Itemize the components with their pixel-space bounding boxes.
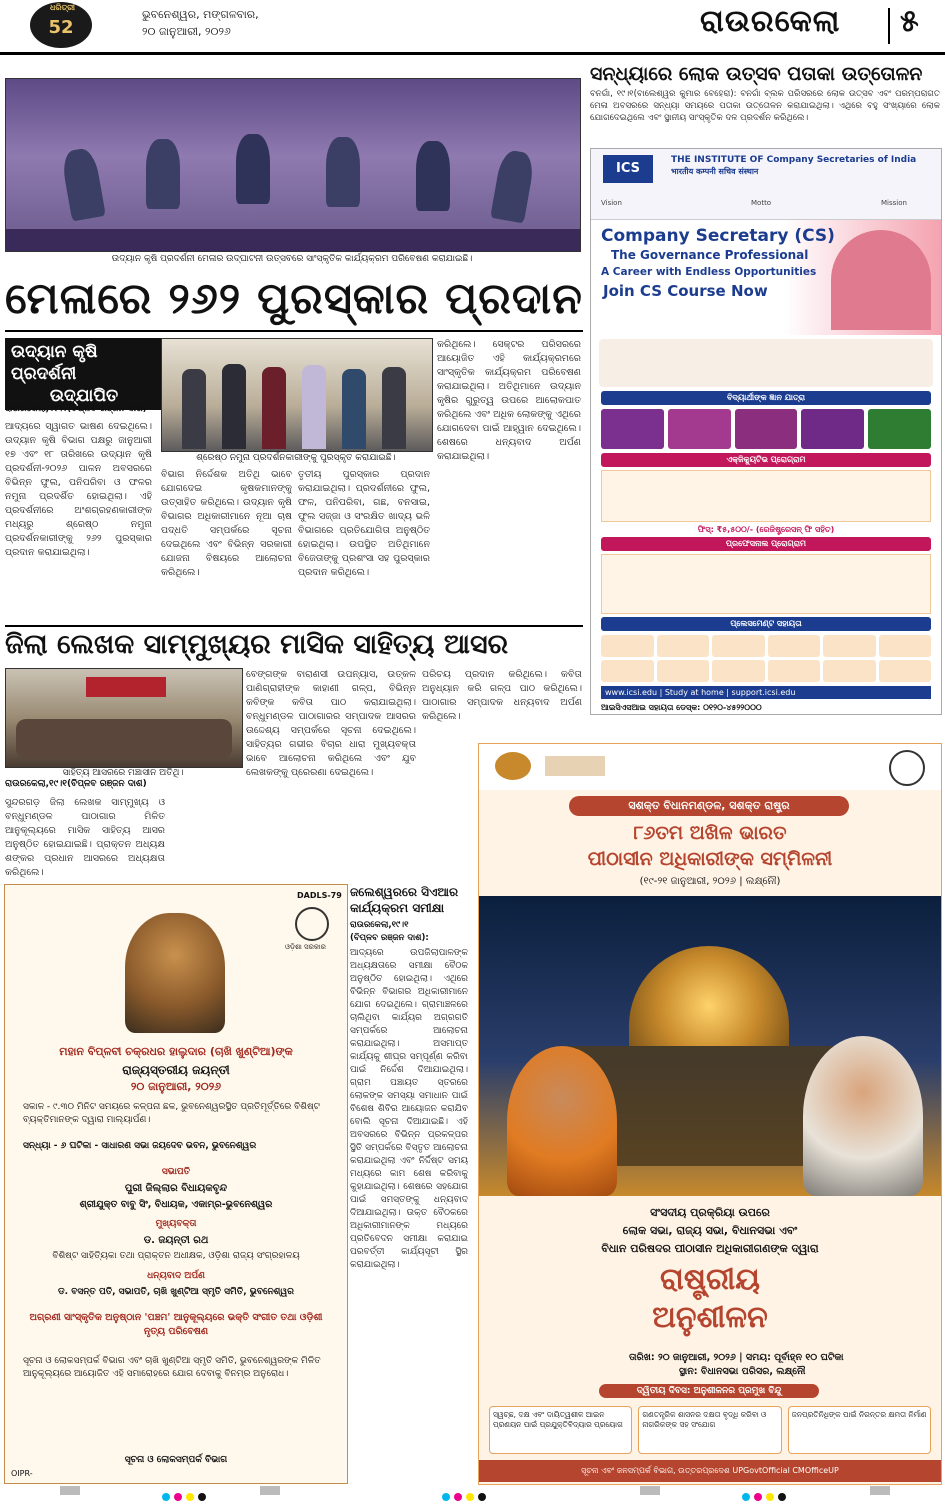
guest-name: ଶ୍ରୀଯୁକ୍ତ ବାବୁ ସିଂ, ବିଧାୟକ, ଏକାମ୍ର-ଭୁବନେଶ୍ୱର xyxy=(79,1199,273,1210)
person-figure xyxy=(222,364,246,449)
jayanti-dept: ସୂଚନା ଓ ଲୋକସମ୍ପର୍କ ବିଭାଗ xyxy=(124,1455,228,1465)
ics-institute-name: THE INSTITUTE OF Company Secretaries of India xyxy=(671,155,917,165)
benefit-icon xyxy=(601,660,654,682)
thanks-heading: ଧନ୍ୟବାଦ ଅର୍ପଣ xyxy=(147,1271,205,1281)
person-figure xyxy=(302,365,326,449)
literature-photo-caption: ସାହିତ୍ୟ ଆସରରେ ମଞ୍ଚାସୀନ ଅତିଥି। xyxy=(62,768,184,778)
cyan-dot xyxy=(162,1493,170,1501)
ics-motto-label: Motto xyxy=(751,199,772,207)
black-dot xyxy=(478,1493,486,1501)
kicker-line-2: ଉଦ୍‌ଯାପିତ xyxy=(49,386,119,406)
yellow-dot xyxy=(186,1493,194,1501)
stage-tile xyxy=(801,409,864,449)
dance-photo-caption: ଉଦ୍ୟାନ କୃଷି ପ୍ରଦର୍ଶନୀ ମେଳାର ଉଦ୍‌ଘାଟନୀ ଉତ୍ସବରେ ସାଂସ୍କୃତିକ କାର୍ଯ୍ୟକ୍ରମ ପରିବେଷଣ କରାଯାଇଛି। xyxy=(111,254,473,264)
mela-column-3: ତୃତୀୟ ପୁରସ୍କାର ପ୍ରଦାନ କରାଯାଇଥିଲା। ପ୍ରଦର୍ଶନୀରେ ଫୁଲ, ଫଳ, ପନିପରିବା, ଗଛ, ବନସାଇ, ଫୁଲ ସଜ୍ଜା ଓ ସଂରକ୍ଷିତ ଖାଦ୍ୟ ଭଳି ବିଭାଗରେ ପ୍ରତିଯୋଗିତା ଅନୁଷ୍ଠିତ ହୋଇଥିଲା। ଉପସ୍ଥିତ ଅତିଥିମାନେ ବିଜେତାଙ୍କୁ ପ୍ରଶଂସା ସହ ପୁରସ୍କାର ପ୍ରଦାନ କରିଥିଲେ। xyxy=(298,469,430,578)
ics-helpline: ଆଇସିଏସଆଇ ସହାୟତା ଡେସ୍କ: ୦୧୨୦-୪୫୨୨୦୦୦ xyxy=(601,703,762,712)
magenta-dot xyxy=(454,1493,462,1501)
stage-tile xyxy=(735,409,798,449)
benefit-icon xyxy=(601,635,654,657)
up-points-title: ଦ୍ୱିତୀୟ ଦିବସ: ଅନୁଶୀଳନର ପ୍ରମୁଖ ବିନ୍ଦୁ xyxy=(599,1384,819,1398)
ics-vision-label: Vision xyxy=(601,199,622,207)
up-sub-2: ଲୋକ ସଭା, ରାଜ୍ୟ ସଭା, ବିଧାନସଭା ଏବଂ xyxy=(622,1224,798,1237)
black-dot xyxy=(198,1493,206,1501)
mela-column-4: କରିଥିଲେ। ସେକ୍ଟର ପରିସରରେ ଆୟୋଜିତ ଏହି କାର୍ଯ୍ୟକ୍ରମରେ ସାଂସ୍କୃତିକ କାର୍ଯ୍ୟକ୍ରମ ପରିବେଷଣ କରାଯାଇଥିଲା। ଅତିଥିମାନେ ଉଦ୍ୟାନ କୃଷିର ଗୁରୁତ୍ୱ ଉପରେ ଆଲୋକପାତ କରିଥିଲେ ଏବଂ ଅଧିକ ଲୋକଙ୍କୁ ଏଥିରେ ଯୋଗଦେବା ପାଇଁ ଆହ୍ୱାନ ଦେଇଥିଲେ। ଶେଷରେ ଧନ୍ୟବାଦ ଅର୍ପଣ କରାଯାଇଥିଲା। xyxy=(437,339,581,462)
mela-column-1: ଆଦ୍ୟରେ ସ୍ୱାଗତ ଭାଷଣ ଦେଇଥିଲେ। ଉଦ୍ୟାନ କୃଷି ବିଭାଗ ପକ୍ଷରୁ ଜାନୁଆରୀ ୧୭ ଏବଂ ୧୮ ତାରିଖରେ ଉଦ୍ୟାନ କୃଷି ପ୍ରଦର୍ଶନୀ-୨୦୨୬ ପାଳନ ଅବସରରେ ବିଭିନ୍ନ ଫୁଲ, ପନିପରିବା ଓ ଫଳର ନମୁନା ପ୍ରଦର୍ଶିତ ହୋଇଥିଲା। ଏହି ପ୍ରଦର୍ଶନୀରେ ଅଂଶଗ୍ରହଣକାରୀଙ୍କ ମଧ୍ୟରୁ ଶ୍ରେଷ୍ଠ ନମୁନା ପ୍ରଦର୍ଶନକାରୀଙ୍କୁ ୨୬୨ ପୁରସ୍କାର ପ୍ରଦାନ କରାଯାଇଥିଲା। xyxy=(5,421,152,558)
black-dot xyxy=(778,1493,786,1501)
ics-executive-details xyxy=(601,470,931,522)
jaladhar-dateline: ରାଉରକେଲା,୧୯।୧ xyxy=(350,920,409,930)
rule xyxy=(5,330,583,332)
up-venue: ସ୍ଥାନ: ବିଧାନସଭା ପରିସର, ଲକ୍ଷ୍ନୌ xyxy=(679,1366,806,1377)
chakhi-khuntia-portrait xyxy=(125,913,225,1033)
sandhya-body: ବନଗାଁ, ୧୯।୧(ବାଲେଶ୍ୱର କୁମାର ବେହେରା): ବନଗାଁ ବ୍ଲକ ପରିସରରେ ଲୋକ ଉତ୍ସବ ଏବଂ ପରମ୍ପରାଗତ ମେଳା ଅବସରରେ ସନ୍ଧ୍ୟା ସମୟରେ ପତାକା ଉତ୍ତୋଳନ କରାଯାଇଥିଲା। ଏଥିରେ ବହୁ ସଂଖ୍ୟାରେ ଲୋକ ଯୋଗଦେଇଥିଲେ ଏବଂ ସ୍ଥାନୀୟ ସାଂସ୍କୃତିକ ଦଳ ପ୍ରଦର୍ଶନ କରିଥିଲେ। xyxy=(590,89,940,123)
up-big-1: ରାଷ୍ଟ୍ରୀୟ xyxy=(659,1262,761,1297)
award-photo xyxy=(161,338,433,452)
yogi-portrait xyxy=(507,1046,617,1196)
dancer-figure xyxy=(490,149,536,224)
yellow-dot xyxy=(466,1493,474,1501)
lekhaka-column-2: ବେଙ୍ଗଙ୍କ ବାରାଣସୀ ଉପନ୍ୟାସ, ଉତ୍କଳ ପାଣିଗ୍ରାହୀଙ୍କ କାହାଣୀ ଗଳ୍ପ, ବିଭିନ୍ନ କବିଙ୍କ କବିତା ପାଠ କରାଯାଇଥିଲା। ବନ୍ଧୁମଣ୍ଡଳ ପାଠାଗାରର ସମ୍ପାଦକ ଆସରର ଉଦ୍ଦେଶ୍ୟ ସମ୍ପର୍କରେ ସୂଚନା ଦେଇଥିଲେ। ସାହିତ୍ୟର ଗଭୀର ବିଚାର ଧାରା ମୁଖ୍ୟବକ୍ତା ଭାବେ ଆଲୋଚନା କରିଥିଲେ ଏବଂ ଯୁବ ଲେଖକଙ୍କୁ ପ୍ରେରଣା ଦେଇଥିଲେ। xyxy=(246,669,416,778)
ics-benefit-icons xyxy=(601,635,931,682)
benefit-icon xyxy=(768,660,821,682)
audience-group xyxy=(16,719,232,759)
dancer-figure xyxy=(236,134,270,204)
newspaper-logo xyxy=(30,2,92,48)
mela-kicker xyxy=(5,338,163,410)
ics-band-professional: ପ୍ରଫେସନାଲ ପ୍ରୋଗ୍ରାମ xyxy=(601,537,931,551)
thanks-name: ଡ. ବସନ୍ତ ପତି, ସଭାପତି, ଚାଖି ଖୁଣ୍ଟିଆ ସ୍ମୃତି ସମିତି, ଭୁବନେଶ୍ୱର xyxy=(57,1287,294,1297)
mela-headline: ମେଳାରେ ୨୬୨ ପୁରସ୍କାର ପ୍ରଦାନ xyxy=(5,274,583,324)
logo-years: 52 xyxy=(48,17,74,38)
up-advertisement xyxy=(478,743,942,1485)
ics-header xyxy=(591,149,941,220)
ics-hero-career: A Career with Endless Opportunities xyxy=(601,266,817,278)
students-image xyxy=(831,230,931,330)
oipr-code: OIPR- xyxy=(11,1469,33,1478)
masthead-divider xyxy=(888,8,890,44)
up-header-strip xyxy=(479,744,941,790)
jayanti-date: ୨୦ ଜାନୁଆରୀ, ୨୦୨୬ xyxy=(130,1080,222,1093)
benefit-icon xyxy=(712,660,765,682)
benefit-icon xyxy=(823,635,876,657)
ics-fee: ଫିସ୍: ₹୫,୫୦୦/- (ରେଜିଷ୍ଟ୍ରେସନ୍ ଫି ସହିତ) xyxy=(697,525,835,534)
dancer-figure xyxy=(146,139,180,209)
colour-dots xyxy=(740,1486,788,1505)
grey-block xyxy=(60,1486,80,1495)
event-banner xyxy=(86,677,166,697)
dome-shape xyxy=(629,946,789,1046)
ics-band-placement: ପ୍ଲେସମେଣ୍ଟ ସହାୟତା xyxy=(601,617,931,631)
ics-mission-label: Mission xyxy=(881,199,907,207)
govt-label: ଓଡ଼ିଶା ସରକାର xyxy=(285,943,326,951)
ics-stage-tiles xyxy=(601,409,931,449)
assembly-logo-icon xyxy=(545,756,605,776)
lekhaka-headline: ଜିଲା ଲେଖକ ସାମ୍ମୁଖ୍ୟର ମାସିକ ସାହିତ୍ୟ ଆସର xyxy=(5,629,509,660)
up-point: ସ୍ୱଚ୍ଛ, ଦକ୍ଷ ଏବଂ ଦାୟିତ୍ୱଶୀଳ ଆଇନ ପ୍ରଣୟନ ପାଇଁ ପ୍ରଯୁକ୍ତିବିଦ୍ୟାର ପ୍ରୟୋଗ xyxy=(489,1406,632,1454)
cyan-dot xyxy=(442,1493,450,1501)
magenta-dot xyxy=(174,1493,182,1501)
jayanti-appeal: ସୂଚନା ଓ ଲୋକସମ୍ପର୍କ ବିଭାଗ ଏବଂ ଚାଖି ଖୁଣ୍ଟିଆ ସ୍ମୃତି ସମିତି, ଭୁବନେଶ୍ୱରଙ୍କ ମିଳିତ ଆନୁକୂଲ୍ୟରେ ଆୟୋଜିତ ଏହି ସମାରୋହରେ ଯୋଗ ଦେବାକୁ ବିନମ୍ର ଅନୁରୋଧ। xyxy=(23,1356,321,1379)
award-photo-caption: ଶ୍ରେଷ୍ଠ ନମୁନା ପ୍ରଦର୍ଶନକାରୀଙ୍କୁ ପୁରସ୍କୃତ କରାଯାଇଛି। xyxy=(196,453,396,463)
stage-floor xyxy=(6,229,580,251)
odisha-emblem-icon xyxy=(295,907,329,941)
up-sub-1: ସଂସଦୀୟ ପ୍ରକ୍ରିୟା ଉପରେ xyxy=(650,1206,770,1219)
grey-block xyxy=(870,1486,890,1495)
benefit-icon xyxy=(879,635,932,657)
lekhaka-dateline: ରାଉରକେଲା,୧୯।୧(ବିପ୍ଳବ ରଞ୍ଜନ ଦାଶ) xyxy=(5,779,147,789)
speaker-name: ଡ. ଜୟନ୍ତୀ ରଥ xyxy=(143,1235,209,1246)
up-points xyxy=(489,1406,931,1454)
emblem-icon xyxy=(495,752,531,780)
jayanti-advertisement xyxy=(4,884,348,1484)
stage-tile xyxy=(601,409,664,449)
sandhya-headline: ସନ୍ଧ୍ୟାରେ ଲୋକ ଉତ୍ସବ ପତାକା ଉତ୍ତୋଳନ xyxy=(590,63,923,85)
benefit-icon xyxy=(657,635,710,657)
ics-features-strip xyxy=(599,339,933,387)
jayanti-morning: ସକାଳ - ୯.୩୦ ମିନିଟ ସମୟରେ କଳ୍ପନା ଛକ, ଭୁବନେଶ୍ୱରସ୍ଥିତ ପ୍ରତିମୂର୍ତ୍ତିରେ ବିଶିଷ୍ଟ ବ୍ୟକ୍ତିମାନଙ୍କ ଦ୍ୱାରା ମାଲ୍ୟାର୍ପଣ। xyxy=(23,1102,320,1125)
dancer-figure xyxy=(326,137,360,207)
benefit-icon xyxy=(768,635,821,657)
literature-photo xyxy=(5,668,243,768)
ad-code: DADLS-79 xyxy=(297,891,342,900)
modi-portrait xyxy=(803,1036,923,1196)
ics-advertisement xyxy=(590,148,942,715)
magenta-dot xyxy=(754,1493,762,1501)
logo-text: ଧରିତ୍ରୀ xyxy=(50,3,75,12)
benefit-icon xyxy=(879,660,932,682)
up-point: ଗଣତନ୍ତ୍ରିକ ଶାସନର ଦକ୍ଷତା ବୃଦ୍ଧି କରିବା ଓ ନାଗରିକଙ୍କ ସହ ସଂଯୋଗ xyxy=(638,1406,781,1454)
ics-hero-title: Company Secretary (CS) xyxy=(601,226,835,246)
mela-dateline: ରାଉରକେଲା,୧୯।୧(ବିପ୍ଳବ ରଞ୍ଜନ ଦାଶ) xyxy=(5,404,147,414)
masthead xyxy=(0,0,945,55)
vidhan-bhawan-image xyxy=(479,896,941,1196)
lekhaka-column-1: ସୁନ୍ଦରଗଡ଼ ଜିଲା ଲେଖକ ସାମ୍ମୁଖ୍ୟ ଓ ବନ୍ଧୁମଣ୍ଡଳ ପାଠାଗାର ମିଳିତ ଆନୁକୂଲ୍ୟରେ ମାସିକ ସାହିତ୍ୟ ଆସର ଅନୁଷ୍ଠିତ ହୋଇଯାଇଛି। ପ୍ରାକ୍ତନ ଅଧ୍ୟକ୍ଷ ଶଙ୍କର ପ୍ରଧାନ ଆସରରେ ଅଧ୍ୟକ୍ଷତା କରିଥିଲେ। xyxy=(5,797,165,878)
lekhaka-column-3: ପରିଚୟ ପ୍ରଦାନ କରିଥିଲେ। କବିତା ଅନୁଧ୍ୟାନ କରି ଗଳ୍ପ ପାଠ କରିଥିଲେ। ପାଠାଗାର ସମ୍ପାଦକ ଧନ୍ୟବାଦ ଅର୍ପଣ କରିଥିଲେ। xyxy=(422,669,582,722)
cyan-dot xyxy=(742,1493,750,1501)
benefit-icon xyxy=(823,660,876,682)
jayanti-evening: ସନ୍ଧ୍ୟା - ୬ ଘଟିକା - ସାଧାରଣ ସଭା ଜୟଦେବ ଭବନ, ଭୁବନେଶ୍ୱର xyxy=(23,1141,257,1151)
kicker-line-1: ଉଦ୍ୟାନ କୃଷି ପ୍ରଦର୍ଶନୀ xyxy=(11,342,98,384)
up-date-line: ତାରିଖ: ୨୦ ଜାନୁଆରୀ, ୨୦୨୬ | ସମୟ: ପୂର୍ବାହ୍ନ ୧୦ ଘଟିକା xyxy=(629,1352,844,1363)
yellow-dot xyxy=(766,1493,774,1501)
jayanti-subtitle: ରାଜ୍ୟସ୍ତରୀୟ ଜୟନ୍ତୀ xyxy=(122,1063,230,1077)
jaladhar-byline: (ବିପ୍ଳବ ରଞ୍ଜନ ଦାଶ): xyxy=(350,933,429,943)
president-name: ପୁରୀ ଜିଲ୍ଲାର ବିଧାୟକବୃନ୍ଦ xyxy=(124,1183,228,1194)
mela-column-2: ବିଭାଗ ନିର୍ଦ୍ଦେଶକ ଅତିଥି ଭାବେ ଯୋଗଦେଇ କୃଷକମାନଙ୍କୁ ଉତ୍ସାହିତ କରିଥିଲେ। ଉଦ୍ୟାନ କୃଷି ବିଭାଗର ଅଧିକାରୀମାନେ ନୂଆ ଚାଷ ପଦ୍ଧତି ସମ୍ପର୍କରେ ସୂଚନା ଦେଇଥିଲେ ଏବଂ ବିଭିନ୍ନ ସରକାରୀ ଯୋଜନା ବିଷୟରେ ଆଲୋଚନା କରିଥିଲେ। xyxy=(161,469,292,578)
president-heading: ସଭାପତି xyxy=(161,1167,191,1177)
up-point: ଜନପ୍ରତିନିଧିଙ୍କ ପାଇଁ ନିରନ୍ତର କ୍ଷମତା ନିର୍ମାଣ xyxy=(788,1406,931,1454)
ics-institute-hindi: भारतीय कम्पनी सचिव संस्थान xyxy=(671,167,759,176)
print-registration-marks xyxy=(0,1486,945,1497)
jaladhar-headline: ଜଲେଶ୍ୱରରେ ସିଏଆର କାର୍ଯ୍ୟକ୍ରମ ସମୀକ୍ଷା xyxy=(350,885,459,915)
ics-hero-join: Join CS Course Now xyxy=(603,282,768,300)
colour-dots xyxy=(440,1486,488,1505)
masthead-dateline xyxy=(142,6,259,40)
benefit-icon xyxy=(657,660,710,682)
stage-tile xyxy=(668,409,731,449)
ics-band-executive: ଏକ୍ଜିକ୍ୟୁଟିଭ ପ୍ରୋଗ୍ରାମ xyxy=(601,453,931,467)
stage-tile xyxy=(868,409,931,449)
dance-photo xyxy=(5,78,581,252)
ics-hero xyxy=(591,220,941,335)
person-figure xyxy=(342,369,366,449)
ics-band-journey: ବିଦ୍ୟାର୍ଥୀଙ୍କ ଜ୍ଞାନ ଯାତ୍ରା xyxy=(601,391,931,405)
person-figure xyxy=(182,369,206,449)
dancer-figure xyxy=(60,147,106,222)
up-title-1: ୮୬ତମ ଅଖିଳ ଭାରତ xyxy=(633,822,787,844)
speaker-heading: ମୁଖ୍ୟବକ୍ତା xyxy=(155,1219,197,1229)
section-title: ରାଉରକେଲା xyxy=(700,4,841,39)
colour-dots xyxy=(160,1486,208,1505)
ics-logo: ICS xyxy=(603,155,653,183)
date-line-1: ଭୁବନେଶ୍ୱର, ମଙ୍ଗଳବାର, xyxy=(142,8,259,21)
up-big-2: ଅନୁଶୀଳନ xyxy=(652,1300,768,1335)
up-title-2: ପୀଠାସୀନ ଅଧିକାରୀଙ୍କ ସମ୍ମିଳନୀ xyxy=(587,848,833,870)
culture-note: ଅଗ୍ରଣୀ ସାଂସ୍କୃତିକ ଅନୁଷ୍ଠାନ 'ପଞ୍ଚମ' ଆନୁକୂଲ୍ୟରେ ଭକ୍ତି ସଂଗୀତ ତଥା ଓଡ଼ିଶୀ ନୃତ୍ୟ ପରିବେଷଣ xyxy=(29,1312,323,1337)
grey-block xyxy=(640,1486,660,1495)
up-dates: (୧୯-୨୧ ଜାନୁଆରୀ, ୨୦୨୬ | ଲକ୍ଷ୍ନୌ) xyxy=(639,876,781,887)
page-number: ୫ xyxy=(900,4,919,39)
up-sub-3: ବିଧାନ ପରିଷଦର ପୀଠାସୀନ ଅଧିକାରୀଗଣଙ୍କ ଦ୍ୱାରା xyxy=(601,1242,819,1255)
up-tagline: ସଶକ୍ତ ବିଧାନମଣ୍ଡଳ, ସଶକ୍ତ ରାଷ୍ଟ୍ର xyxy=(569,796,849,816)
up-footer: ସୂଚନା ଏବଂ ଜନସମ୍ପର୍କ ବିଭାଗ, ଉତ୍ତରପ୍ରଦେଶ UPGovtOfficial CMOfficeUP xyxy=(479,1460,941,1482)
person-figure xyxy=(382,367,406,449)
jayanti-title: ମହାନ ବିପ୍ଳବୀ ଚକ୍ରଧର ହାଲୁଦାର (ଚାଖି ଖୁଣ୍ଟିଆ)ଙ୍କ xyxy=(59,1045,293,1058)
ics-links: www.icsi.edu | Study at home | support.icsi.edu xyxy=(601,686,931,699)
person-figure xyxy=(262,367,286,449)
speaker-desc: ବିଶିଷ୍ଟ ସାହିତ୍ୟିକା ତଥା ପ୍ରାକ୍ତନ ଅଧୀକ୍ଷକ, ଓଡ଼ିଶା ରାଜ୍ୟ ସଂଗ୍ରହାଳୟ xyxy=(52,1251,300,1261)
benefit-icon xyxy=(712,635,765,657)
grey-block xyxy=(260,1486,280,1495)
ics-hero-subtitle: The Governance Professional xyxy=(611,248,809,262)
dancer-figure xyxy=(416,141,450,211)
ics-professional-details xyxy=(601,554,931,614)
jaladhar-body: ଆଦ୍ୟରେ ଉପଜିଲାପାଳଙ୍କ ଅଧ୍ୟକ୍ଷତାରେ ସମୀକ୍ଷା ବୈଠକ ଅନୁଷ୍ଠିତ ହୋଇଥିଲା। ଏଥିରେ ବିଭିନ୍ନ ବିଭାଗର ଅଧିକାରୀମାନେ ଯୋଗ ଦେଇଥିଲେ। ଗ୍ରାମାଞ୍ଚଳରେ ଚାଲିଥିବା କାର୍ଯ୍ୟର ଅଗ୍ରଗତି ସମ୍ପର୍କରେ ଆଲୋଚନା କରାଯାଇଥିଲା। ଅସମାପ୍ତ କାର୍ଯ୍ୟକୁ ଶୀଘ୍ର ସମ୍ପୂର୍ଣ୍ଣ କରିବା ପାଇଁ ନିର୍ଦ୍ଦେଶ ଦିଆଯାଇଥିଲା। ଗ୍ରାମ ପଞ୍ଚାୟତ ସ୍ତରରେ ଲୋକଙ୍କ ସମସ୍ୟା ସମାଧାନ ପାଇଁ ବିଶେଷ ଶିବିର ଆୟୋଜନ କରାଯିବ ବୋଲି ସୂଚନା ଦିଆଯାଇଛି। ଏହି ଅବସରରେ ବିଭିନ୍ନ ପ୍ରକଳ୍ପର ସ୍ଥିତି ସମ୍ପର୍କରେ ବିସ୍ତୃତ ଆଲୋଚନା କରାଯାଇଥିଲା ଏବଂ ନିର୍ଦ୍ଦିଷ୍ଟ ସମୟ ମଧ୍ୟରେ କାମ ଶେଷ କରିବାକୁ କୁହାଯାଇଥିଲା। ଶେଷରେ ସହଯୋଗ ପାଇଁ ସମସ୍ତଙ୍କୁ ଧନ୍ୟବାଦ ଦିଆଯାଇଥିଲା। ଉକ୍ତ ବୈଠକରେ ଅଧିକାରୀମାନଙ୍କ ମଧ୍ୟରେ ପ୍ରତିବେଦନ ସମୀକ୍ଷା କରାଯାଇ ପରବର୍ତ୍ତୀ କାର୍ଯ୍ୟସୂଚୀ ସ୍ଥିର କରାଯାଇଥିଲା। xyxy=(350,948,468,1270)
date-line-2: ୨୦ ଜାନୁଆରୀ, ୨୦୨୬ xyxy=(142,25,231,38)
up-govt-emblem-icon xyxy=(889,750,925,786)
